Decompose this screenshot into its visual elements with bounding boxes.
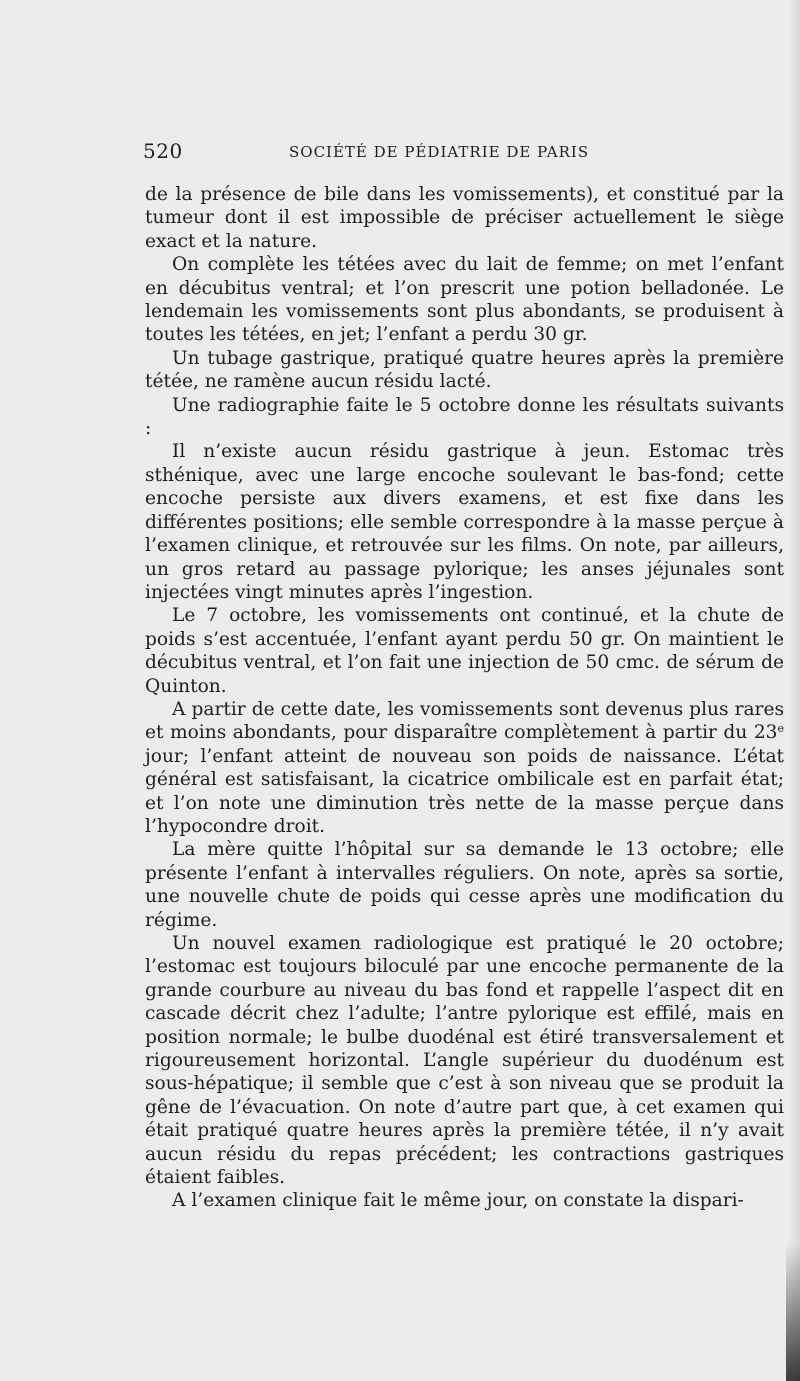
paragraph-second-exam: Un nouvel examen radiologique est pratiqué le 20 octobre; l’estomac est toujours biloculé par une encoche permanente de la grande courbure au niveau du bas fond et rappelle l’aspect dit en cascade décrit chez l’adulte; l’antre pylorique est effilé, mais en position normale; le bulbe duodénal est étiré transversalement et rigoureusement horizontal. L’angle supérieur du duodénum est sous-hépatique; il semble que c’est à son niveau que se produit la gêne de l’évacuation. On note d’autre part que, à cet examen qui était pratiqué quatre heures après la première tétée, il n’y avait aucun résidu du repas précédent; les contractions gastriques étaient faibles. <box>145 933 784 1189</box>
scan-edge-mark <box>786 1241 800 1381</box>
page-header <box>143 139 617 169</box>
page-number: 520 <box>143 139 183 163</box>
paragraph-discharge: La mère quitte l’hôpital sur sa demande le 13 octobre; elle présente l’enfant à intervalles réguliers. On note, après sa sortie, une nouvelle chute de poids qui cesse après une modification du régime. <box>145 839 784 931</box>
paragraph-recovery-end: jour; l’enfant atteint de nouveau son poids de naissance. L’état général est satisfaisant, la cicatrice ombilicale est en parfait état; et l’on note une diminution très nette de la masse perçue dans l’hypocondre droit. <box>145 745 784 837</box>
body-text <box>145 183 784 1213</box>
paragraph-radiography: Une radiographie faite le 5 octobre donne les résultats suivants : <box>145 394 784 440</box>
paragraph-gastric-tube: Un tubage gastrique, pratiqué quatre heures après la première tétée, ne ramène aucun résidu lacté. <box>145 347 784 393</box>
paragraph-radiography-results: Il n’existe aucun résidu gastrique à jeun. Estomac très sthénique, avec une large encoche soulevant le bas-fond; cette encoche persiste aux divers examens, et est fixe dans les différentes positions; elle semble correspondre à la masse perçue à l’examen clinique, et retrouvée sur les films. On note, par ailleurs, un gros retard au passage pylorique; les anses jéjunales sont injectées vingt minutes après l’ingestion. <box>145 441 784 603</box>
paragraph-continuation: de la présence de bile dans les vomissements), et constitué par la tumeur dont il est impossible de préciser actuellement le siège exact et la nature. <box>145 184 784 252</box>
paragraph-october-7: Le 7 octobre, les vomissements ont continué, et la chute de poids s’est accentuée, l’enfant ayant perdu 50 gr. On maintient le décubitus ventral, et l’on fait une injection de 50 cmc. de sérum de Quinton. <box>145 605 784 697</box>
paragraph-feeding: On complète les tétées avec du lait de femme; on met l’enfant en décubitus ventral; et l’on prescrit une potion belladonée. Le lendemain les vomissements sont plus abondants, se produisent à toutes les tétées, en jet; l’enfant a perdu 30 gr. <box>145 254 784 346</box>
paragraph-clinical-exam: A l’examen clinique fait le même jour, on constate la dispari- <box>172 1190 744 1212</box>
running-head: SOCIÉTÉ DE PÉDIATRIE DE PARIS <box>289 143 590 161</box>
page-edge-shadow <box>788 0 800 1381</box>
paragraph-recovery <box>145 698 784 838</box>
ordinal-superscript: e <box>777 722 784 736</box>
paragraph-recovery-start: A partir de cette date, les vomissements sont devenus plus rares et moins abondants, pour disparaître complètement à partir du 23 <box>145 698 784 744</box>
